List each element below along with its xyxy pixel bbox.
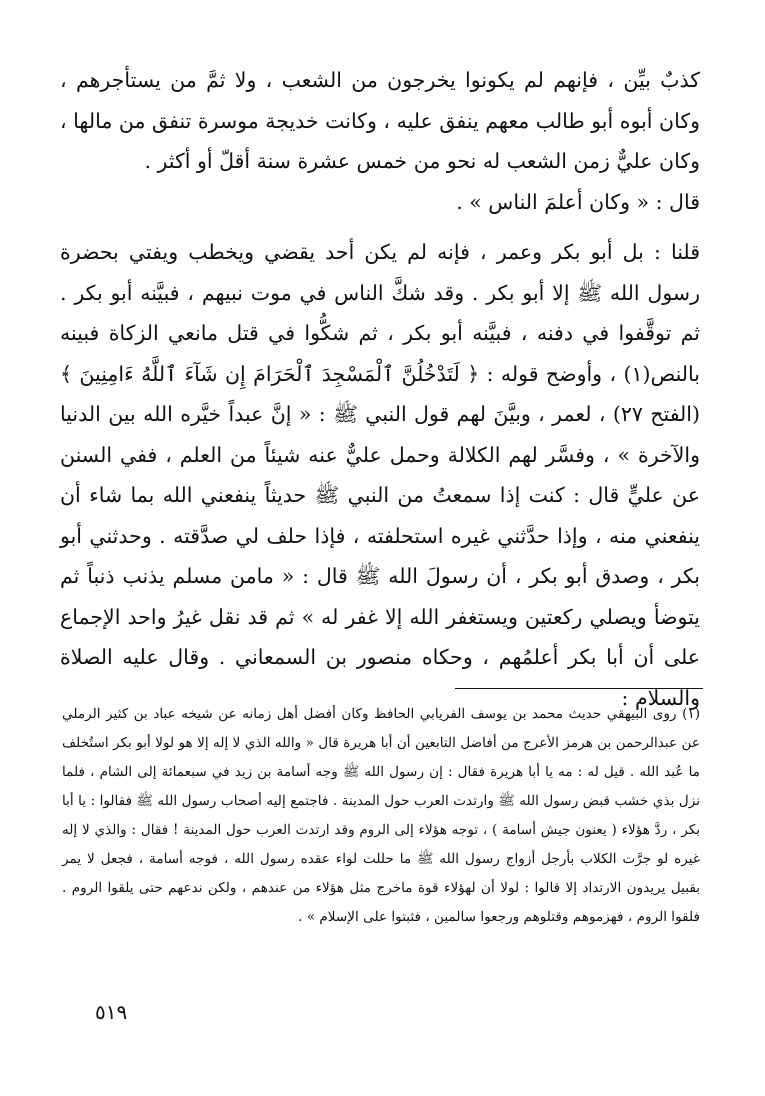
paragraph-3: قلنا : بل أبو بكر وعمر ، فإنه لم يكن أحد يقضي ويخطب ويفتي بحضرة رسول الله ﷺ إلا أبو بكر . وقد شكَّ الناس في موت نبيهم ، فبيَّنه أبو بكر . ثم توقَّفوا في دفنه ، فبيَّنه أبو بكر ، ثم شكُّوا في قتل مانعي الزكاة فبينه بالنص(١) ، وأوضح قوله : ﴿ لَتَدْخُلُنَّ ٱلْمَسْجِدَ ٱلْحَرَامَ إِن شَآءَ ٱللَّهُ ءَامِنِينَ ﴾ (الفتح ٢٧) ، لعمر ، وبيَّنَ لهم قول النبي ﷺ : « إنَّ عبداً خيَّره الله بين الدنيا والآخرة » ، وفسَّر لهم الكلالة وحمل عليٌّ عنه شيئاً من العلم ، ففي السنن عن عليٍّ قال : كنت إذا سمعتُ من النبي ﷺ حديثاً ينفعني الله بما شاء أن ينفعني منه ، وإذا حدَّثني غيره استحلفته ، فإذا حلف لي صدَّقته . وحدثني أبو بكر ، وصدق أبو بكر ، أن رسولَ الله ﷺ قال : « مامن مسلم يذنب ذنباً ثم يتوضأ ويصلي ركعتين ويستغفر الله إلا غفر له » ثم قد نقل غيرُ واحد الإجماع على أن أبا بكر أعلمُهم ، وحكاه منصور بن السمعاني . وقال عليه الصلاة والسلام : bbox=[60, 240, 701, 710]
paragraph-1: كذبٌ بيِّن ، فإنهم لم يكونوا يخرجون من الشعب ، ولا ثمَّ من يستأجرهم ، وكان أبوه أبو طالب معهم ينفق عليه ، وكانت خديجة موسرة تنفق من مالها ، وكان عليٌّ زمن الشعب له نحو من خمس عشرة سنة أقلّ أو أكثر . bbox=[60, 68, 700, 173]
paragraph-gap bbox=[60, 222, 700, 232]
footnotes bbox=[62, 700, 700, 932]
footnote-1: (١) روى البيهقي حديث محمد بن يوسف الفريابي الحافظ وكان أفضل أهل زمانه عن شيخه عباد بن كثير الرملي عن عبدالرحمن بن هرمز الأعرج من أفاضل التابعين أن أبا هريرة قال « والله الذي لا إله إلا هو لولا أبو بكر استُخلف ما عُبد الله . قيل له : مه يا أبا هريرة فقال : إن رسول الله ﷺ وجه أسامة بن زيد في سبعمائة إلى الشام ، فلما نزل بذي خشب قبض رسول الله ﷺ وارتدت العرب حول المدينة . فاجتمع إليه أصحاب رسول الله ﷺ فقالوا : يا أبا بكر ، ردَّ هؤلاء ( يعنون جيش أسامة ) ، توجه هؤلاء إلى الروم وقد ارتدت العرب حول المدينة ! فقال : والذي لا إله غيره لو جرَّت الكلاب بأرجل أزواج رسول الله ﷺ ما حللت لواء عقده رسول الله ، فوجه أسامة ، فجعل لا يمر بقبيل يريدون الارتداد إلا قالوا : لولا أن لهؤلاء قوة ماخرج مثل هؤلاء من عندهم ، ولكن ندعهم حتى يلقوا الروم . فلقوا الروم ، فهزموهم وقتلوهم ورجعوا سالمين ، فثبتوا على الإسلام » . bbox=[62, 706, 700, 925]
footnote-separator bbox=[455, 688, 703, 689]
page-number: ٥١٩ bbox=[95, 1000, 128, 1024]
paragraph-2: قال : « وكان أعلمَ الناس » . bbox=[456, 189, 700, 214]
main-text bbox=[60, 60, 700, 718]
